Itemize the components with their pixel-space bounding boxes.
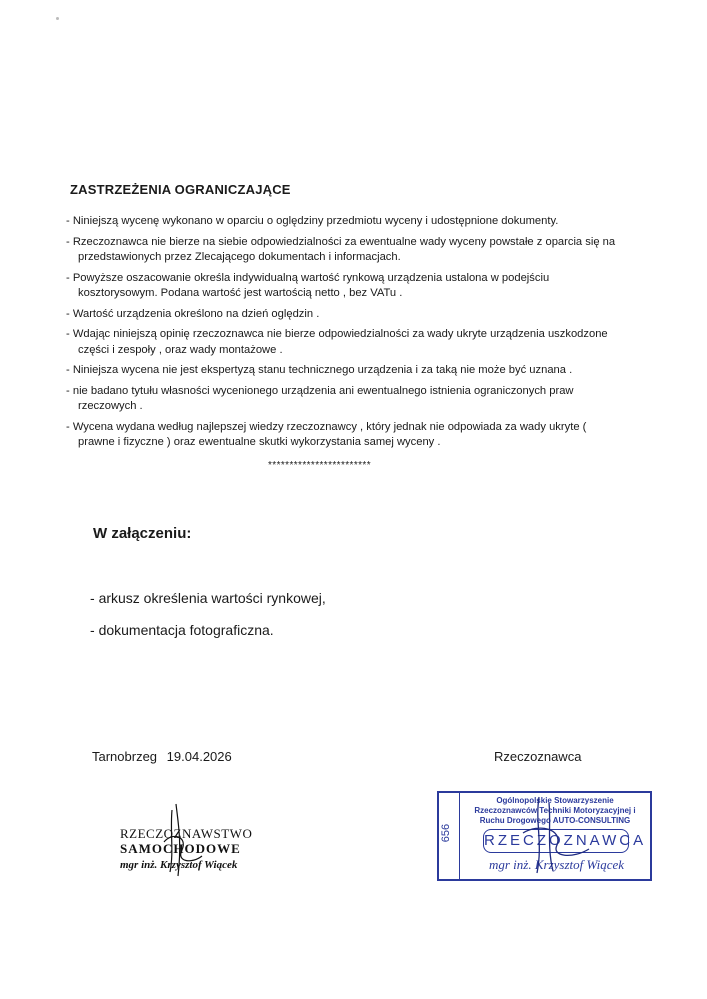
stamp-line: SAMOCHODOWE	[120, 841, 241, 856]
list-item: - Niniejszą wycenę wykonano w oparciu o oględziny przedmiotu wyceny i udostępnione dokumenty.	[66, 214, 626, 230]
section-heading: ZASTRZEŻENIA OGRANICZAJĄCE	[70, 182, 291, 197]
separator: ************************	[268, 460, 371, 471]
stamp-line: RZECZOZNAWSTWO	[120, 826, 253, 841]
signature-icon	[112, 802, 262, 882]
date: 19.04.2026	[166, 749, 232, 764]
scan-speck	[56, 17, 59, 20]
restrictions-list	[66, 214, 626, 456]
attachments-heading: W załączeniu:	[93, 525, 192, 542]
stamp-title: RZECZOZNAWCA	[483, 829, 629, 853]
attachment-item: - dokumentacja fotograficzna.	[90, 620, 326, 640]
list-item: - Powyższe oszacowanie określa indywidualną wartość rynkową urządzenia ustalona w podejściu kosztorysowym. Podana wartość jest wartością netto , bez VATu .	[66, 271, 626, 302]
list-item: - Niniejsza wycena nie jest ekspertyzą stanu technicznego urządzenia i za taką nie może być uznana .	[66, 363, 626, 379]
city: Tarnobrzeg	[92, 749, 158, 764]
attachments-list	[90, 588, 326, 652]
stamp-number: 656	[440, 823, 452, 843]
list-item: - Wartość urządzenia określono na dzień oględzin .	[66, 307, 626, 323]
attachment-item: - arkusz określenia wartości rynkowej,	[90, 588, 326, 608]
list-item: - Wycena wydana według najlepszej wiedzy rzeczoznawcy , który jednak nie odpowiada za wady ukryte ( prawne i fizyczne ) oraz ewentualne skutki wykorzystania samej wyceny .	[66, 420, 626, 451]
stamp-name: mgr inż. Krzysztof Wiącek	[120, 859, 238, 871]
stamp-name: mgr inż. Krzysztof Wiącek	[488, 857, 625, 872]
list-item: - Wdając niniejszą opinię rzeczoznawca nie bierze odpowiedzialności za wady ukryte urządzenia uszkodzone części i zespoły , oraz wady montażowe .	[66, 327, 626, 358]
list-item: - nie badano tytułu własności wycenionego urządzenia ani ewentualnego istnienia ograniczonych praw rzeczowych .	[66, 384, 626, 415]
stamp-organization: Ogólnopolskie Stowarzyszenie Rzeczoznawców Techniki Motoryzacyjnej i Ruchu Drogowego AUTO-CONSULTING	[474, 796, 636, 825]
place-date	[92, 749, 232, 764]
list-item: - Rzeczoznawca nie bierze na siebie odpowiedzialności za ewentualne wady wyceny powstałe z oparcia się na przedstawionych przez Zlecającego dokumentach i informacjach.	[66, 235, 626, 266]
expert-stamp	[437, 791, 652, 881]
signer-title: Rzeczoznawca	[494, 749, 582, 764]
signature-icon	[439, 793, 650, 879]
company-stamp	[112, 802, 262, 882]
